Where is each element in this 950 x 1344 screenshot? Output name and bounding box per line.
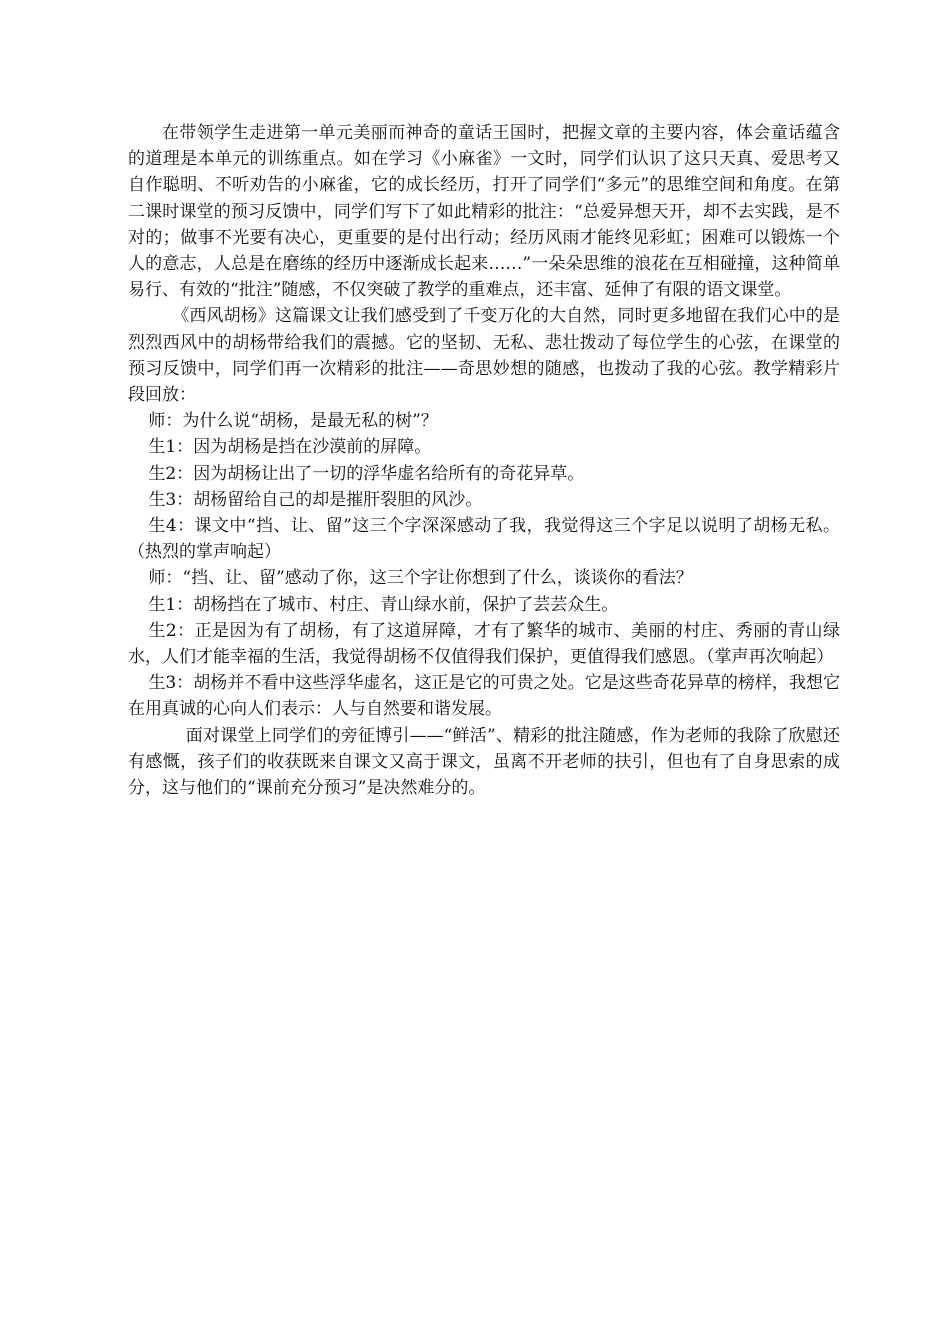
dialogue-line-teacher-2: 师：“挡、让、留”感动了你，这三个字让你想到了什么，谈谈你的看法？	[148, 568, 693, 589]
paragraph-intro: 在带领学生走进第一单元美丽而神奇的童话王国时，把握文章的主要内容，体会童话蕴含的道理是本单元的训练重点。如在学习《小麻雀》一文时，同学们认识了这只天真、爱思考又自作聪明、不听劝告的小麻雀，它的成长经历，打开了同学们“多元”的思维空间和角度。在第二课时课堂的预习反馈中，同学们写下了如此精彩的批注：“总爱异想天开，却不去实践，是不对的；做事不光要有决心，更重要的是付出行动；经历风雨才能终见彩虹；困难可以锻炼一个人的意志，人总是在磨练的经历中逐渐成长起来……”一朵朵思维的浪花在互相碰撞，这种简单易行、有效的“批注”随感，不仅突破了教学的重难点，还丰富、延伸了有限的语文课堂。	[128, 123, 840, 301]
dialogue-line-student-3b: 生3：胡杨并不看中这些浮华虚名，这正是它的可贵之处。它是这些奇花异草的榜样，我想它在用真诚的心向人们表示：人与自然要和谐发展。	[128, 673, 840, 720]
dialogue-line-student-2b: 生2：正是因为有了胡杨，有了这道屏障，才有了繁华的城市、美丽的村庄、秀丽的青山绿水，人们才能幸福的生活，我觉得胡杨不仅值得我们保护，更值得我们感恩。（掌声再次响起）	[128, 620, 840, 668]
dialogue-line-student-1b: 生1：胡杨挡在了城市、村庄、青山绿水前，保护了芸芸众生。	[148, 594, 619, 615]
dialogue-line-student-1: 生1：因为胡杨是挡在沙漠前的屏障。	[148, 437, 432, 458]
dialogue-line-student-3: 生3：胡杨留给自己的却是摧肝裂胆的风沙。	[148, 489, 483, 510]
dialogue-line-student-4: 生4：课文中“挡、让、留”这三个字深深感动了我，我觉得这三个字足以说明了胡杨无私。（热烈的掌声响起）	[128, 516, 840, 563]
dialogue-line-teacher-1: 师：为什么说“胡杨，是最无私的树”？	[148, 411, 438, 432]
dialogue-excerpt	[128, 408, 840, 722]
paragraph-xifeng-huyang: 《西风胡杨》这篇课文让我们感受到了千变万化的大自然，同时更多地留在我们心中的是烈烈西风中的胡杨带给我们的震撼。它的坚韧、无私、悲壮拨动了每位学生的心弦，在课堂的预习反馈中，同学们再一次精彩的批注——奇思妙想的随感，也拨动了我的心弦。教学精彩片段回放：	[128, 306, 840, 406]
document-body	[128, 120, 840, 801]
dialogue-line-student-2: 生2：因为胡杨让出了一切的浮华虚名给所有的奇花异草。	[148, 463, 585, 484]
paragraph-conclusion: 面对课堂上同学们的旁征博引——“鲜活”、精彩的批注随感，作为老师的我除了欣慰还有感慨，孩子们的收获既来自课文又高于课文，虽离不开老师的扶引，但也有了自身思索的成分，这与他们的“课前充分预习”是决然难分的。	[128, 725, 840, 799]
